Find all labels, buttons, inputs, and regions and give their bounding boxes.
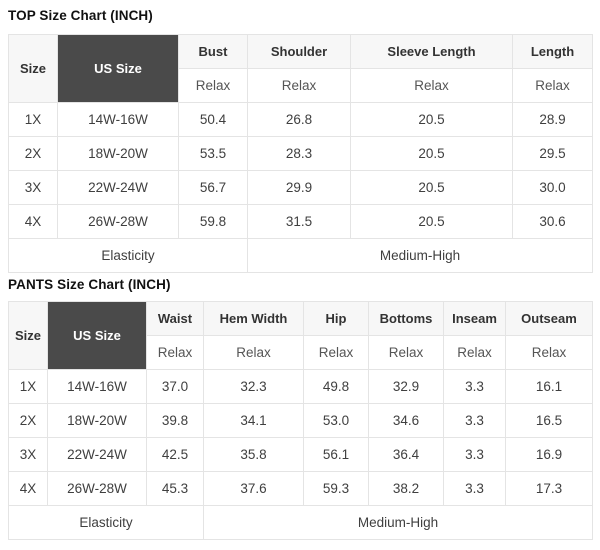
pants-column-header-hem-width: Hem Width [204,302,304,336]
value-cell: 29.9 [248,171,351,205]
pants-header-row [9,302,593,336]
top-elasticity-row [9,239,593,273]
top-column-header-sleeve-length: Sleeve Length [351,35,513,69]
pants-column-header-inseam: Inseam [444,302,506,336]
table-row [9,404,593,438]
top-corner-us-size-header: US Size [58,35,179,103]
value-cell: 38.2 [369,472,444,506]
table-row [9,103,593,137]
value-cell: 34.1 [204,404,304,438]
table-row [9,137,593,171]
value-cell: 56.7 [179,171,248,205]
table-row [9,472,593,506]
pants-fit-cell: Relax [506,336,593,370]
value-cell: 53.5 [179,137,248,171]
size-cell: 1X [9,103,58,137]
value-cell: 34.6 [369,404,444,438]
table-row [9,171,593,205]
value-cell: 32.3 [204,370,304,404]
value-cell: 20.5 [351,137,513,171]
top-corner-size-header: Size [9,35,58,103]
value-cell: 39.8 [147,404,204,438]
size-cell: 2X [9,137,58,171]
value-cell: 30.0 [513,171,593,205]
top-size-table [8,34,593,273]
elasticity-label-cell: Elasticity [9,506,204,540]
value-cell: 20.5 [351,103,513,137]
value-cell: 32.9 [369,370,444,404]
top-fit-cell: Relax [248,69,351,103]
us-size-cell: 22W-24W [48,438,147,472]
pants-fit-cell: Relax [147,336,204,370]
top-chart-title: TOP Size Chart (INCH) [8,8,153,23]
table-row [9,205,593,239]
us-size-cell: 26W-28W [58,205,179,239]
top-fit-cell: Relax [513,69,593,103]
value-cell: 16.5 [506,404,593,438]
pants-fit-cell: Relax [369,336,444,370]
pants-column-header-outseam: Outseam [506,302,593,336]
table-row [9,370,593,404]
value-cell: 56.1 [304,438,369,472]
pants-fit-cell: Relax [204,336,304,370]
value-cell: 37.6 [204,472,304,506]
value-cell: 36.4 [369,438,444,472]
pants-corner-size-header: Size [9,302,48,370]
value-cell: 17.3 [506,472,593,506]
elasticity-label-cell: Elasticity [9,239,248,273]
value-cell: 3.3 [444,404,506,438]
value-cell: 53.0 [304,404,369,438]
value-cell: 28.3 [248,137,351,171]
pants-corner-us-size-header: US Size [48,302,147,370]
value-cell: 20.5 [351,205,513,239]
value-cell: 45.3 [147,472,204,506]
us-size-cell: 14W-16W [48,370,147,404]
us-size-cell: 18W-20W [58,137,179,171]
us-size-cell: 26W-28W [48,472,147,506]
pants-column-header-hip: Hip [304,302,369,336]
elasticity-value-cell: Medium-High [204,506,593,540]
size-cell: 2X [9,404,48,438]
pants-column-header-bottoms: Bottoms [369,302,444,336]
value-cell: 3.3 [444,370,506,404]
us-size-cell: 18W-20W [48,404,147,438]
table-row [9,438,593,472]
value-cell: 31.5 [248,205,351,239]
pants-elasticity-row [9,506,593,540]
size-cell: 1X [9,370,48,404]
value-cell: 35.8 [204,438,304,472]
pants-size-table [8,301,593,540]
value-cell: 16.1 [506,370,593,404]
pants-fit-cell: Relax [304,336,369,370]
size-cell: 4X [9,472,48,506]
top-column-header-length: Length [513,35,593,69]
size-cell: 4X [9,205,58,239]
value-cell: 59.8 [179,205,248,239]
value-cell: 28.9 [513,103,593,137]
pants-chart-title: PANTS Size Chart (INCH) [8,277,171,292]
value-cell: 49.8 [304,370,369,404]
value-cell: 37.0 [147,370,204,404]
value-cell: 50.4 [179,103,248,137]
top-fit-cell: Relax [179,69,248,103]
top-fit-cell: Relax [351,69,513,103]
value-cell: 42.5 [147,438,204,472]
size-cell: 3X [9,171,58,205]
elasticity-value-cell: Medium-High [248,239,593,273]
value-cell: 20.5 [351,171,513,205]
value-cell: 30.6 [513,205,593,239]
value-cell: 59.3 [304,472,369,506]
value-cell: 3.3 [444,472,506,506]
value-cell: 26.8 [248,103,351,137]
value-cell: 16.9 [506,438,593,472]
us-size-cell: 22W-24W [58,171,179,205]
value-cell: 29.5 [513,137,593,171]
size-cell: 3X [9,438,48,472]
pants-fit-cell: Relax [444,336,506,370]
top-header-row [9,35,593,69]
pants-column-header-waist: Waist [147,302,204,336]
value-cell: 3.3 [444,438,506,472]
us-size-cell: 14W-16W [58,103,179,137]
top-column-header-shoulder: Shoulder [248,35,351,69]
top-column-header-bust: Bust [179,35,248,69]
